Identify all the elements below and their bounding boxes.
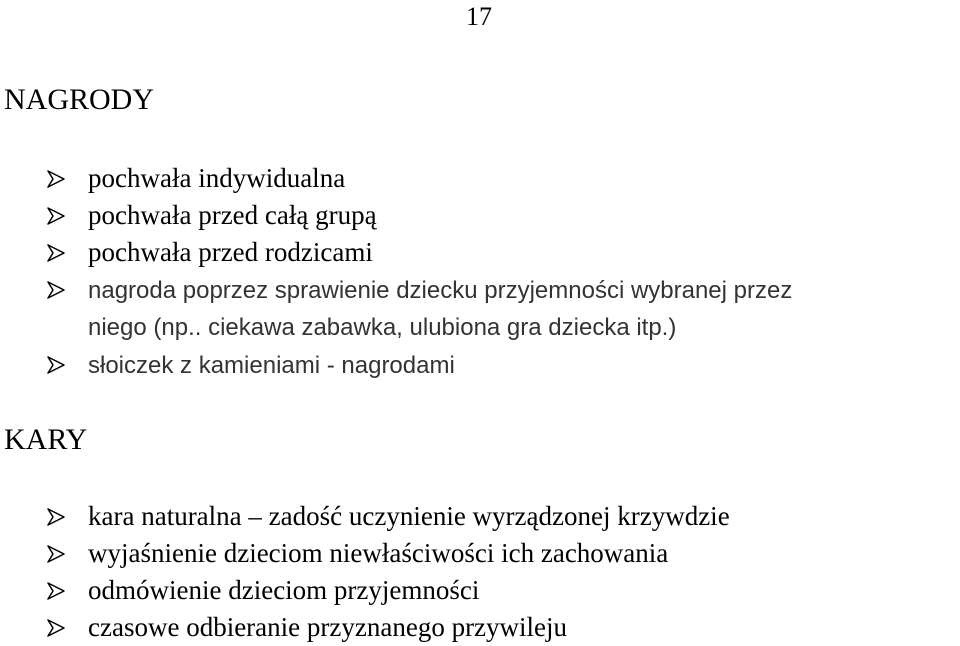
list-item-text: kara naturalna – zadość uczynienie wyrządzonej krzywdzie	[88, 501, 730, 531]
list-item	[46, 535, 730, 572]
list-item-text: nagroda poprzez sprawienie dziecku przyjemności wybranej przez	[88, 277, 793, 304]
section-title-kary: KARY	[4, 423, 88, 456]
page-number: 17	[466, 2, 492, 31]
arrowhead-bullet-icon	[46, 507, 66, 527]
rewards-list	[46, 160, 792, 384]
list-item-continuation: niego (np.. ciekawa zabawka, ulubiona gra dziecka itp.)	[88, 314, 677, 341]
list-item	[46, 609, 730, 646]
section-title-nagrody: NAGRODY	[4, 83, 154, 116]
list-item	[46, 160, 792, 197]
arrowhead-bullet-icon	[46, 544, 66, 564]
list-item	[46, 234, 792, 271]
list-item	[46, 346, 792, 384]
arrowhead-bullet-icon	[46, 243, 66, 263]
list-item-text: pochwała przed całą grupą	[88, 200, 377, 230]
list-item	[46, 197, 792, 234]
list-item	[46, 271, 792, 346]
arrowhead-bullet-icon	[46, 280, 66, 300]
arrowhead-bullet-icon	[46, 618, 66, 638]
arrowhead-bullet-icon	[46, 355, 66, 375]
arrowhead-bullet-icon	[46, 581, 66, 601]
list-item-text: pochwała indywidualna	[88, 163, 346, 193]
list-item-text: odmówienie dzieciom przyjemności	[88, 575, 480, 605]
arrowhead-bullet-icon	[46, 206, 66, 226]
list-item	[46, 572, 730, 609]
list-item	[46, 498, 730, 535]
list-item-text: wyjaśnienie dzieciom niewłaściwości ich zachowania	[88, 538, 669, 568]
list-item-text: pochwała przed rodzicami	[88, 237, 373, 267]
punishments-list	[46, 498, 730, 646]
arrowhead-bullet-icon	[46, 169, 66, 189]
list-item-text: słoiczek z kamieniami - nagrodami	[88, 352, 455, 379]
list-item-text: czasowe odbieranie przyznanego przywileju	[88, 612, 568, 642]
